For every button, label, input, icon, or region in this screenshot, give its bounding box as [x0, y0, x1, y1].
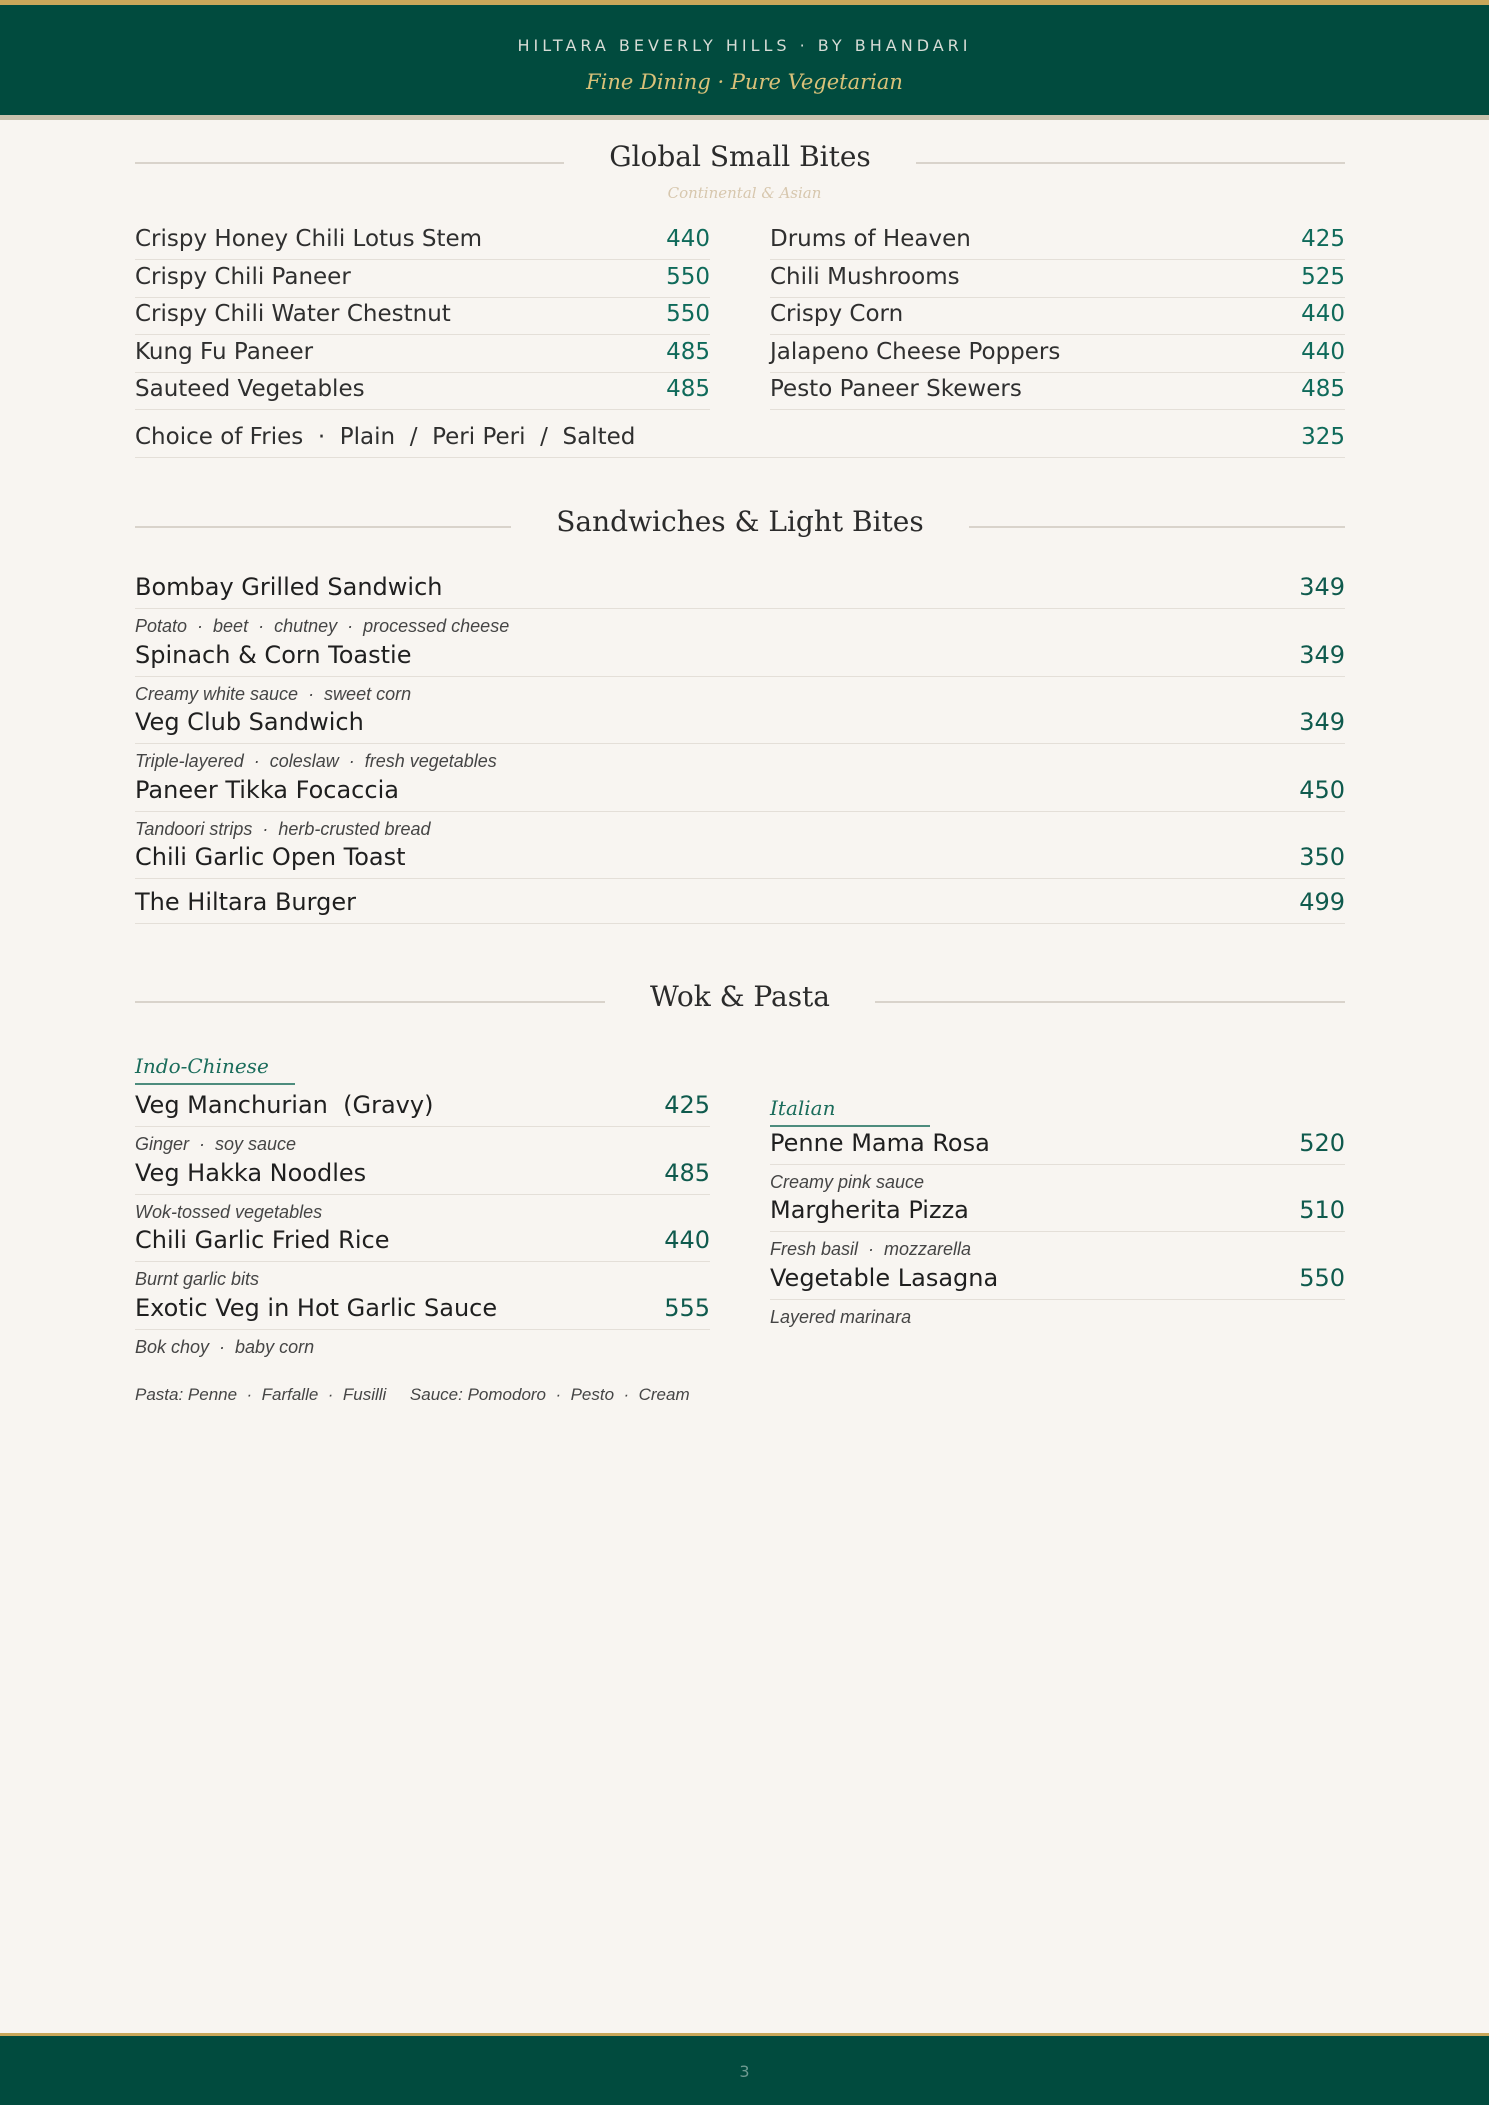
menu-item: Crispy Chili Water Chestnut 550: [135, 301, 710, 335]
menu-item: Veg Hakka Noodles 485: [135, 1159, 710, 1195]
menu-item: Crispy Chili Paneer 550: [135, 264, 710, 298]
menu-item: Bombay Grilled Sandwich 349: [135, 573, 1345, 609]
menu-item: Sauteed Vegetables 485: [135, 376, 710, 410]
subheading-underline: [135, 1083, 295, 1085]
menu-item: Penne Mama Rosa 520: [770, 1129, 1345, 1165]
item-description: Creamy pink sauce: [770, 1172, 925, 1192]
item-description: Burnt garlic bits: [135, 1269, 260, 1289]
section-title-small-bites: Global Small Bites: [135, 140, 1345, 173]
menu-item-fries: Choice of Fries · Plain / Peri Peri / Salted 325: [135, 424, 1345, 458]
menu-item: Pesto Paneer Skewers 485: [770, 376, 1345, 410]
menu-item: Vegetable Lasagna 550: [770, 1264, 1345, 1300]
page-number: 3: [739, 2062, 750, 2081]
menu-item: Chili Garlic Open Toast 350: [135, 843, 1345, 879]
section-title-wok-pasta: Wok & Pasta: [135, 980, 1345, 1013]
menu-item: Chili Mushrooms 525: [770, 264, 1345, 298]
menu-item: The Hiltara Burger 499: [135, 888, 1345, 924]
item-description: Creamy white sauce · sweet corn: [135, 684, 412, 704]
item-description: Potato · beet · chutney · processed cheese: [135, 616, 510, 636]
item-description: Bok choy · baby corn: [135, 1337, 315, 1357]
menu-item: Paneer Tikka Focaccia 450: [135, 776, 1345, 812]
item-description: Ginger · soy sauce: [135, 1134, 297, 1154]
tagline: Fine Dining · Pure Vegetarian: [586, 70, 903, 94]
item-description: Fresh basil · mozzarella: [770, 1239, 972, 1259]
subheading-indo-chinese: Indo-Chinese: [135, 1054, 269, 1078]
menu-item: Drums of Heaven 425: [770, 226, 1345, 260]
menu-item: Exotic Veg in Hot Garlic Sauce 555: [135, 1294, 710, 1330]
menu-item: Crispy Honey Chili Lotus Stem 440: [135, 226, 710, 260]
menu-item: Crispy Corn 440: [770, 301, 1345, 335]
subheading-underline: [770, 1125, 930, 1127]
menu-item: Margherita Pizza 510: [770, 1196, 1345, 1232]
item-description: Tandoori strips · herb-crusted bread: [135, 819, 431, 839]
menu-item: Veg Manchurian (Gravy) 425: [135, 1091, 710, 1127]
section-subtitle: Continental & Asian: [667, 184, 822, 202]
menu-item: Chili Garlic Fried Rice 440: [135, 1226, 710, 1262]
section-title-sandwiches: Sandwiches & Light Bites: [135, 505, 1345, 538]
header-band: [0, 0, 1489, 120]
item-description: Layered marinara: [770, 1307, 912, 1327]
menu-item: Spinach & Corn Toastie 349: [135, 641, 1345, 677]
pasta-sauce-note: Pasta: Penne · Farfalle · Fusilli Sauce: Pomodoro · Pesto · Cream: [135, 1385, 690, 1404]
menu-item: Veg Club Sandwich 349: [135, 708, 1345, 744]
item-description: Triple-layered · coleslaw · fresh vegetables: [135, 751, 497, 771]
header-divider: [0, 115, 1489, 120]
brand-line: HILTARA BEVERLY HILLS · BY BHANDARI: [517, 36, 972, 55]
item-description: Wok-tossed vegetables: [135, 1202, 323, 1222]
subheading-italian: Italian: [770, 1096, 836, 1120]
menu-item: Jalapeno Cheese Poppers 440: [770, 339, 1345, 373]
menu-item: Kung Fu Paneer 485: [135, 339, 710, 373]
